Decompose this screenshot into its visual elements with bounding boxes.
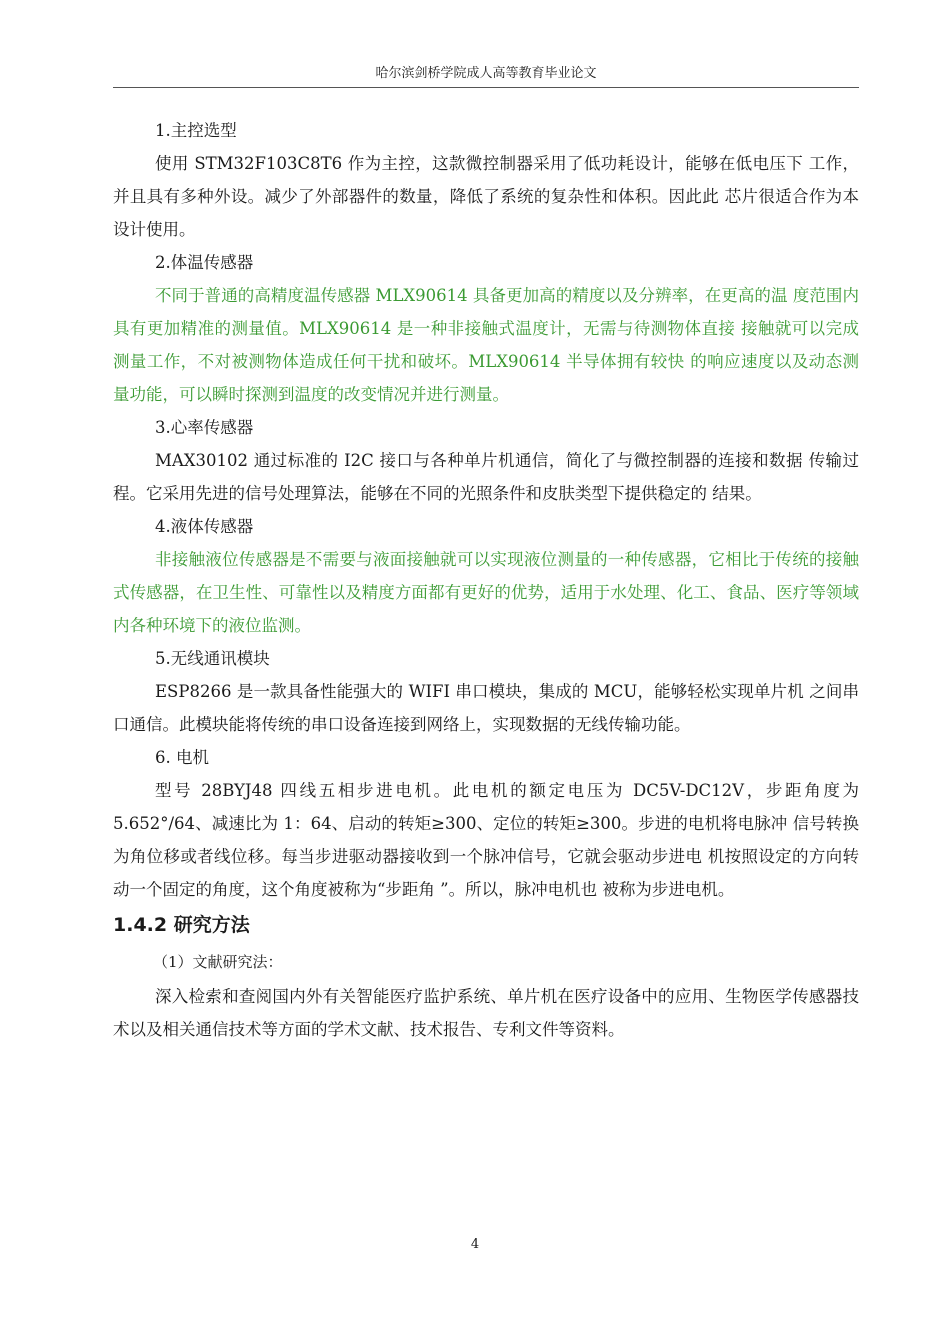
section-heading-motor: 6. 电机 [155,748,209,767]
running-header [113,61,859,88]
section-text-wireless: ESP8266 是一款具备性能强大的 WIFI 串口模块，集成的 MCU，能够轻松实现单片机 之间串口通信。此模块能将传统的串口设备连接到网络上，实现数据的无线传输功能。 [113,682,859,734]
section-heading-mcu: 1.主控选型 [155,121,237,140]
page-number: 4 [470,1237,480,1252]
section-text-temp-sensor: 不同于普通的高精度温传感器 MLX90614 具备更加高的精度以及分辨率，在更高的温 度范围内具有更加精准的测量值。MLX90614 是一种非接触式温度计，无需与待测物体直接 接触就可以完成测量工作，不对被测物体造成任何干扰和破坏。MLX90614 半导体拥有较快 的响应速度以及动态测量功能，可以瞬时探测到温度的改变情况并进行测量。 [113,286,859,404]
section-text-motor: 型号 28BYJ48 四线五相步进电机。此电机的额定电压为 DC5V-DC12V，步距角度为 5.652°/64、减速比为 1：64、启动的转矩≥300、定位的转矩≥300。步进的电机将电脉冲 信号转换为角位移或者线位移。每当步进驱动器接收到一个脉冲信号，它就会驱动步进电 机按照设定的方向转动一个固定的角度，这个角度被称为“步距角 ”。所以，脉冲电机也 被称为步进电机。 [113,781,859,899]
method-literature-label: （1）文献研究法： [153,953,283,971]
page-body [113,114,859,1046]
section-heading-wireless: 5.无线通讯模块 [155,649,270,668]
section-text-liquid-sensor: 非接触液位传感器是不需要与液面接触就可以实现液位测量的一种传感器，它相比于传统的接触式传感器，在卫生性、可靠性以及精度方面都有更好的优势，适用于水处理、化工、食品、医疗等领域内各种环境下的液位监测。 [113,550,859,635]
section-heading-temp-sensor: 2.体温传感器 [155,253,254,272]
section-heading-liquid-sensor: 4.液体传感器 [155,517,254,536]
method-literature-text: 深入检索和查阅国内外有关智能医疗监护系统、单片机在医疗设备中的应用、生物医学传感器技术以及相关通信技术等方面的学术文献、技术报告、专利文件等资料。 [113,987,859,1039]
header-title: 哈尔滨剑桥学院成人高等教育毕业论文 [375,66,597,81]
section-text-mcu: 使用 STM32F103C8T6 作为主控，这款微控制器采用了低功耗设计，能够在低电压下 工作，并且具有多种外设。减少了外部器件的数量，降低了系统的复杂性和体积。因此此 芯片很适合作为本设计使用。 [113,154,859,239]
section-heading-heart-sensor: 3.心率传感器 [155,418,254,437]
section-text-heart-sensor: MAX30102 通过标准的 I2C 接口与各种单片机通信，简化了与微控制器的连接和数据 传输过程。它采用先进的信号处理算法，能够在不同的光照条件和皮肤类型下提供稳定的 结果。 [113,451,859,503]
research-methods-heading: 1.4.2 研究方法 [113,914,250,936]
